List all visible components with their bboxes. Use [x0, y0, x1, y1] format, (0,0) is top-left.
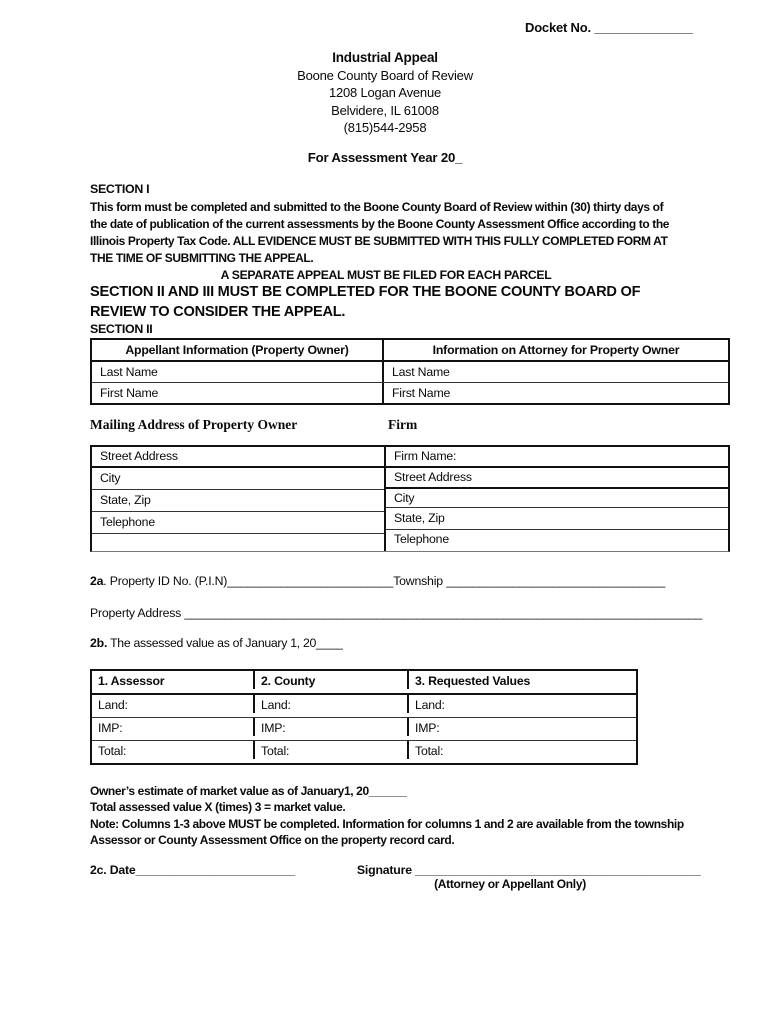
assessor-total-field[interactable]: Total: [92, 741, 255, 759]
assessor-header-cell: 1. Assessor [92, 671, 255, 689]
completion-requirement: SECTION II AND III MUST BE COMPLETED FOR THE BOONE COUNTY BOARD OF REVIEW TO CONSIDER THE APPEAL. [90, 283, 641, 320]
county-header-cell: 2. County [255, 671, 409, 689]
assessed-value-number: 2b. [90, 635, 108, 650]
firm-name-field[interactable]: Firm Name: [386, 447, 728, 468]
property-address-blank-field[interactable]: ______________________________________________________________________________ [184, 605, 703, 620]
assessed-value-line [90, 636, 770, 650]
firm-address-column [386, 447, 728, 551]
assessor-land-field[interactable]: Land: [92, 695, 255, 713]
owners-estimate-line [90, 783, 690, 800]
values-table [90, 669, 638, 765]
table-row [92, 383, 728, 403]
values-table-header-row [92, 671, 636, 695]
requested-values-header-cell: 3. Requested Values [415, 673, 531, 688]
firm-telephone-field[interactable]: Telephone [394, 532, 449, 546]
assessment-year-line: For Assessment Year 20_ [307, 149, 463, 165]
appellant-first-name-field[interactable]: First Name [92, 383, 384, 403]
requested-total-field[interactable]: Total: [415, 743, 444, 758]
columns-note: Note: Columns 1-3 above MUST be completed. Information for columns 1 and 2 are available from the township Assessor or County Assessment Office on the property record card. [90, 816, 684, 847]
signature-blank-field[interactable]: ___________________________________________ [415, 862, 701, 877]
header-city-state: Belvidere, IL 61008 [331, 102, 439, 118]
pin-line [90, 574, 770, 588]
attorney-header-cell: Information on Attorney for Property Owner [432, 342, 680, 357]
section2-heading: SECTION II [90, 321, 153, 336]
county-total-field[interactable]: Total: [255, 741, 409, 759]
table-header-row [92, 340, 728, 362]
pin-blank-field[interactable]: _________________________ [227, 573, 394, 588]
docket-label: Docket No. [525, 20, 595, 35]
header-phone: (815)544-2958 [343, 120, 427, 135]
township-blank-field[interactable]: _________________________________ [446, 573, 666, 588]
owner-state-zip-field[interactable]: State, Zip [92, 490, 384, 512]
appellant-attorney-table [90, 338, 730, 405]
form-header [90, 49, 680, 137]
owner-empty-field[interactable] [92, 534, 384, 551]
docket-blank-field[interactable]: ______________ [594, 20, 693, 35]
requested-imp-field[interactable]: IMP: [415, 720, 440, 735]
docket-line [525, 0, 770, 35]
table-row [92, 695, 636, 718]
date-blank-field[interactable]: ________________________ [135, 862, 295, 877]
owner-address-column [92, 447, 386, 551]
section1-heading: SECTION I [90, 181, 150, 196]
owners-estimate-label: Owner’s estimate of market value as of January1, 20 [90, 783, 369, 798]
township-label: Township [393, 573, 447, 588]
header-street: 1208 Logan Avenue [328, 85, 442, 100]
attorney-last-name-field[interactable]: Last Name [392, 364, 450, 379]
date-signature-line [90, 863, 770, 877]
firm-heading: Firm [388, 416, 418, 432]
county-land-field[interactable]: Land: [255, 695, 409, 713]
appellant-last-name-field[interactable]: Last Name [92, 362, 384, 382]
section1-body: This form must be completed and submitted to the Boone County Board of Review within (30) thirty days of the date of publication of the current assessments by the Boone County Assessment Office according to the Illinois Property Tax Code. ALL EVIDENCE MUST BE SUBMITTED WITH THIS FULLY COMPLETED FORM AT THE TIME OF SUBMITTING THE APPEAL. [90, 199, 670, 265]
signature-note: (Attorney or Appellant Only) [434, 876, 586, 891]
firm-street-address-field[interactable]: Street Address [386, 468, 728, 489]
property-address-label: Property Address [90, 605, 185, 620]
form-title: Industrial Appeal [332, 50, 438, 65]
market-value-formula: Total assessed value X (times) 3 = market value. [90, 800, 346, 814]
mailing-address-heading: Mailing Address of Property Owner [90, 416, 298, 432]
owner-telephone-field[interactable]: Telephone [92, 512, 384, 534]
signature-label: Signature [356, 862, 416, 877]
header-org: Boone County Board of Review [297, 67, 473, 83]
assessed-value-label: The assessed value as of January 1, 20 [107, 635, 317, 650]
owners-estimate-blank-field[interactable]: ______ [368, 783, 407, 798]
separate-appeal-notice: A SEPARATE APPEAL MUST BE FILED FOR EACH PARCEL [220, 267, 552, 282]
requested-land-field[interactable]: Land: [415, 697, 445, 712]
property-address-line [90, 606, 770, 620]
pin-line-number: 2a [90, 573, 104, 588]
table-row [92, 362, 728, 383]
table-row [92, 718, 636, 741]
table-row [92, 741, 636, 763]
owner-street-address-field[interactable]: Street Address [92, 447, 384, 468]
assessed-value-blank-field[interactable]: ____ [316, 635, 343, 650]
pin-label: . Property ID No. (P.I.N) [103, 573, 228, 588]
owner-city-field[interactable]: City [92, 468, 384, 490]
attorney-first-name-field[interactable]: First Name [392, 385, 451, 400]
mailing-firm-headings [90, 417, 730, 433]
date-label: 2c. Date [90, 862, 136, 877]
county-imp-field[interactable]: IMP: [255, 718, 409, 736]
owners-estimate-block [90, 783, 690, 849]
firm-city-field[interactable]: City [386, 489, 728, 508]
firm-state-zip-field[interactable]: State, Zip [386, 508, 728, 530]
appellant-header-cell: Appellant Information (Property Owner) [92, 340, 384, 360]
address-firm-table [90, 445, 730, 552]
assessor-imp-field[interactable]: IMP: [92, 718, 255, 736]
